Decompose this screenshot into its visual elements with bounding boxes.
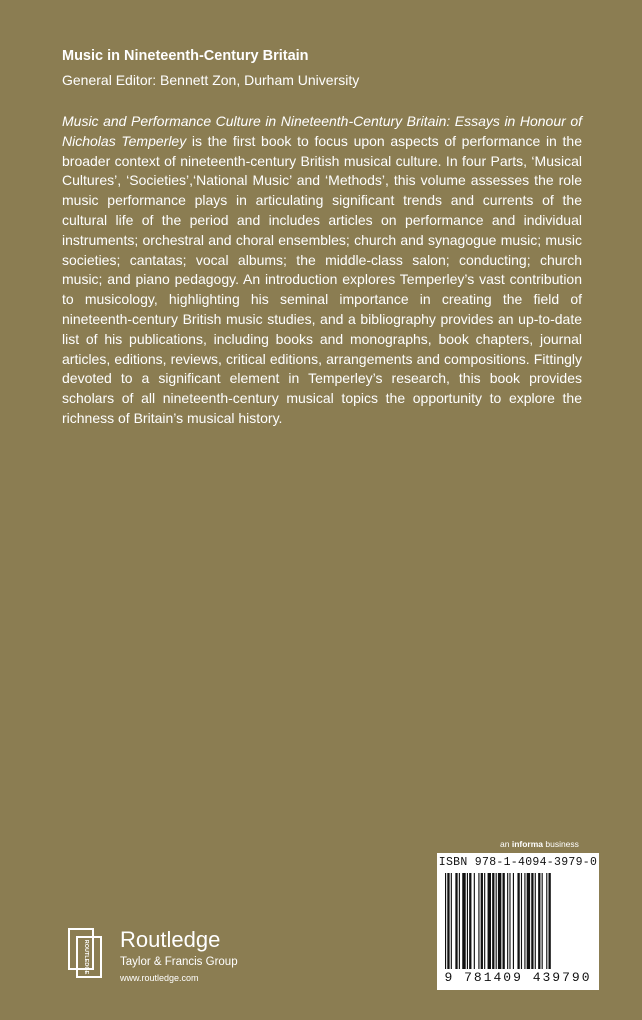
barcode-bar — [455, 873, 457, 969]
barcode-bar — [462, 873, 465, 969]
barcode-bar — [484, 873, 485, 969]
barcode-bar — [531, 873, 533, 969]
series-title: Music in Nineteenth-Century Britain — [62, 48, 309, 64]
barcode-bar — [503, 873, 505, 969]
barcode-bar — [542, 873, 543, 969]
barcode-bar — [469, 873, 471, 969]
book-description — [62, 112, 582, 429]
barcode-bar — [513, 873, 514, 969]
publisher-group: Taylor & Francis Group — [120, 956, 238, 968]
barcode-bar — [467, 873, 468, 969]
barcode-bar — [492, 873, 494, 969]
barcode-bar — [507, 873, 508, 969]
book-title-italic: Music and Performance Culture in Nineteenth-Century Britain: Essays in Honour of Nicholas Temperley — [62, 113, 582, 149]
barcode-bar — [524, 873, 525, 969]
barcode-bar — [474, 873, 475, 969]
barcode-bar — [481, 873, 483, 969]
barcode-bar — [546, 873, 547, 969]
barcode-bar — [538, 873, 540, 969]
barcode-bar — [517, 873, 519, 969]
isbn-barcode — [437, 853, 599, 990]
general-editor: General Editor: Bennett Zon, Durham University — [62, 72, 360, 88]
barcode-bar — [447, 873, 449, 969]
barcode-bar — [445, 873, 446, 969]
barcode-bar — [521, 873, 522, 969]
barcode-bar — [509, 873, 510, 969]
barcode-bar — [535, 873, 536, 969]
description-body: is the first book to focus upon aspects of performance in the broader context of nineteenth-century British musical culture. In four Parts, ‘Musical Cultures’, ‘Societies’,‘National Music’ and ‘Methods’, this volume assesses the role music performance plays in articulating significant trends and currents of the cultural life of the period and includes articles on performance and individual instruments; orchestral and choral ensembles; church and synagogue music; music societies; cantatas; vocal albums; the middle-class salon; conducting; church music; and piano pedagogy. An introduction explores Temperley’s vast contribution to musicology, highlighting his seminal importance in creating the field of nineteenth-century British music studies, and a bibliography provides an up-to-date list of his publications, including books and monographs, book chapters, journal articles, editions, reviews, critical editions, arrangements and compositions. Fittingly devoted to a significant element in Temperley’s research, this book provides scholars of all nineteenth-century musical topics the opportunity to explore the richness of Britain’s musical history. — [62, 132, 582, 426]
logo-vertical-text: ROUTLEDGE — [83, 939, 89, 975]
barcode-bar — [451, 873, 452, 969]
barcode-bar — [496, 873, 497, 969]
isbn-text: ISBN 978-1-4094-3979-0 — [438, 856, 598, 869]
barcode-bars — [443, 873, 593, 971]
barcode-bar — [478, 873, 479, 969]
publisher-name: Routledge — [120, 927, 221, 952]
barcode-bar — [488, 873, 491, 969]
barcode-bar — [527, 873, 530, 969]
informa-tagline: an informa business — [500, 839, 579, 849]
routledge-logo-icon — [68, 928, 108, 980]
barcode-bar — [498, 873, 501, 969]
informa-brand: informa — [511, 839, 543, 849]
publisher-url[interactable]: www.routledge.com — [120, 973, 199, 983]
barcode-bar — [459, 873, 460, 969]
barcode-digits: 9 781409 439790 — [444, 970, 592, 985]
barcode-bar — [549, 873, 551, 969]
